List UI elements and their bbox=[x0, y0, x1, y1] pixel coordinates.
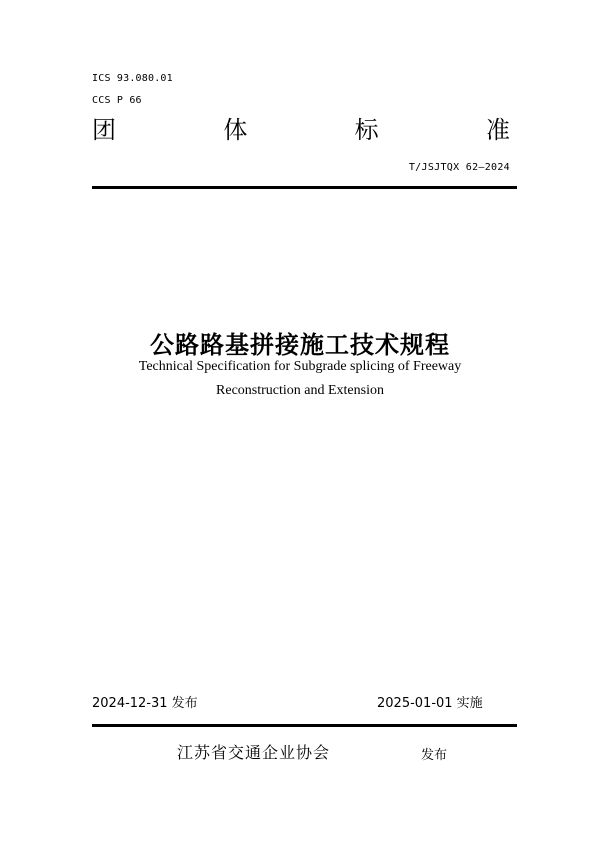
ccs-code: CCS P 66 bbox=[92, 95, 142, 106]
standard-type-char: 体 bbox=[223, 116, 248, 144]
publish-label: 发布 bbox=[421, 748, 448, 763]
standard-type-char: 准 bbox=[485, 116, 510, 144]
title-chinese: 公路路基拼接施工技术规程 bbox=[150, 331, 450, 359]
top-divider bbox=[92, 186, 517, 189]
standard-number: T/JSJTQX 62—2024 bbox=[408, 162, 510, 173]
implementation-date: 2025-01-01 实施 bbox=[377, 696, 483, 711]
title-english-line-2: Reconstruction and Extension bbox=[216, 383, 384, 398]
standard-type-char: 标 bbox=[354, 116, 379, 144]
ics-code: ICS 93.080.01 bbox=[92, 73, 173, 84]
title-english-line-1: Technical Specification for Subgrade splicing of Freeway bbox=[138, 359, 462, 374]
issue-date: 2024-12-31 发布 bbox=[92, 696, 198, 711]
standard-type-heading bbox=[92, 114, 510, 146]
bottom-divider bbox=[92, 724, 517, 727]
publisher-name: 江苏省交通企业协会 bbox=[177, 743, 331, 762]
standard-type-char: 团 bbox=[92, 116, 116, 144]
